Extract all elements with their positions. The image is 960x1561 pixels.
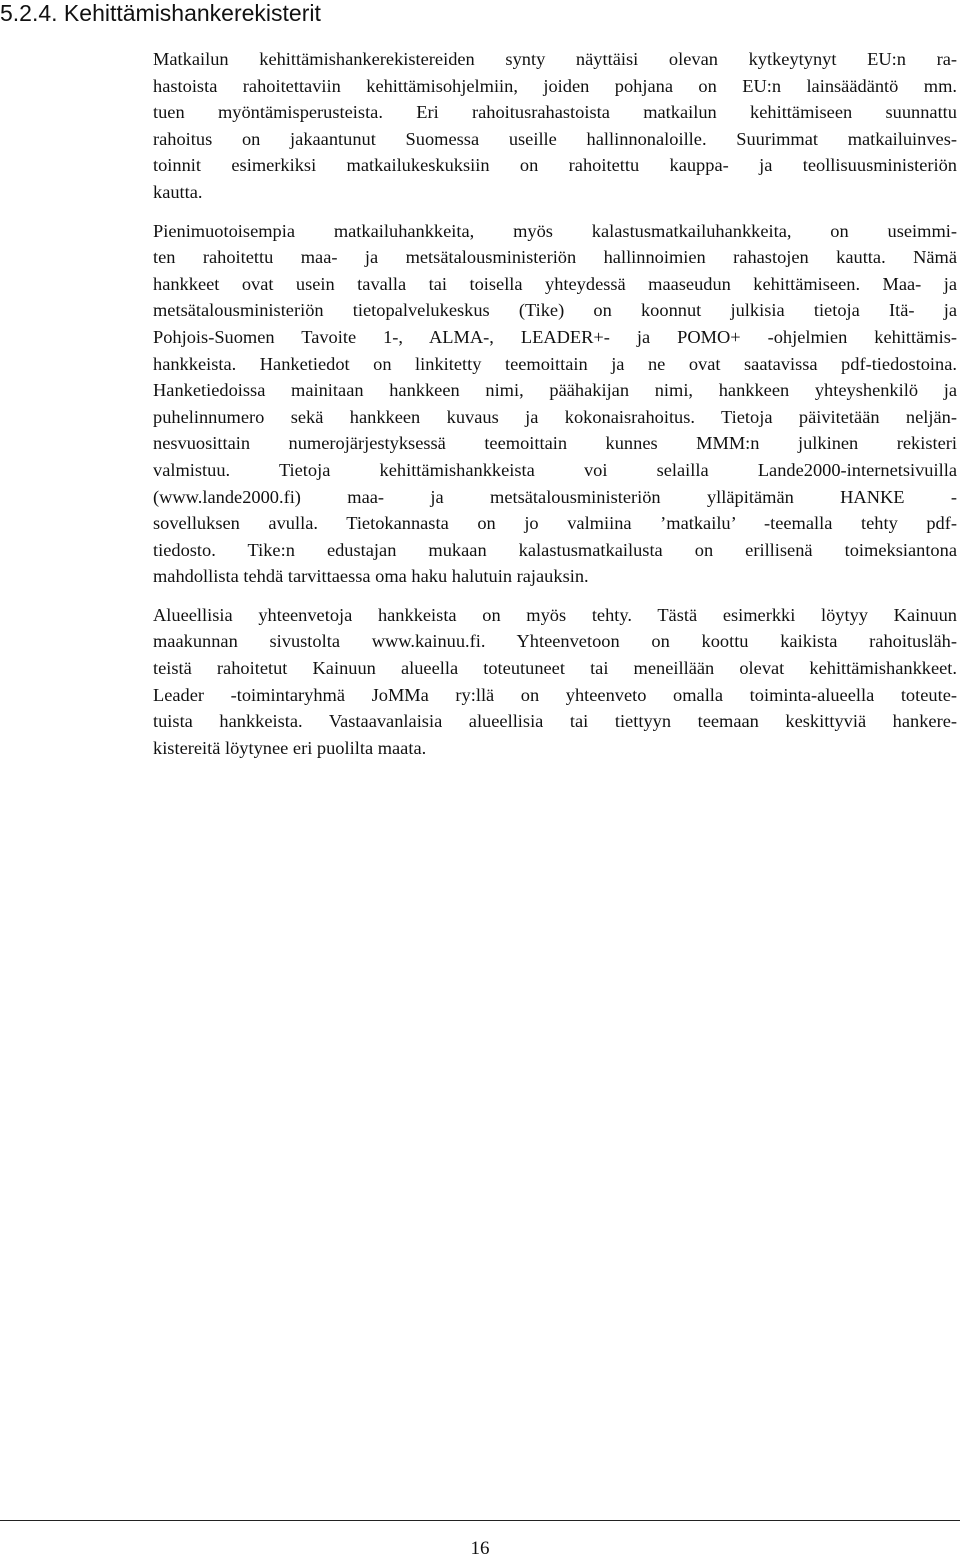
text-line: Alueellisia yhteenvetoja hankkeista on myös tehty. Tästä esimerkki löytyy Kainuun <box>153 604 957 625</box>
section-heading: 5.2.4. Kehittämishankerekisterit <box>0 0 321 26</box>
text-line: valmistuu. Tietoja kehittämishankkeista voi selailla Lande2000-internetsivuilla <box>153 459 957 480</box>
text-line: hankkeista. Hanketiedot on linkitetty teemoittain ja ne ovat saatavissa pdf-tiedostoina. <box>153 353 957 374</box>
paragraph-2 <box>153 218 957 590</box>
text-line: hastoista rahoitettaviin kehittämisohjelmiin, joiden pohjana on EU:n lainsäädäntö mm. <box>153 75 957 96</box>
text-line: Hanketiedoissa mainitaan hankkeen nimi, päähakijan nimi, hankkeen yhteyshenkilö ja <box>153 380 957 401</box>
text-line: (www.lande2000.fi) maa- ja metsätalousministeriön ylläpitämän HANKE - <box>153 486 957 507</box>
text-line: teistä rahoitetut Kainuun alueella toteutuneet tai meneillään olevat kehittämishankkeet. <box>153 658 957 679</box>
text-line: mahdollista tehdä tarvittaessa oma haku halutuin rajauksin. <box>153 566 589 587</box>
paragraph-3 <box>153 602 957 762</box>
text-line: Matkailun kehittämishankerekistereiden synty näyttäisi olevan kytkeytynyt EU:n ra- <box>153 49 957 69</box>
text-line: nesvuosittain numerojärjestyksessä teemoittain kunnes MMM:n julkinen rekisteri <box>153 433 957 454</box>
page-number: 16 <box>470 1538 490 1559</box>
text-line: maakunnan sivustolta www.kainuu.fi. Yhteenvetoon on koottu kaikista rahoitusläh- <box>153 631 957 652</box>
text-line: ten rahoitettu maa- ja metsätalousministeriön hallinnoimien rahastojen kautta. Nämä <box>153 247 957 268</box>
text-line: rahoitus on jakaantunut Suomessa useille hallinnonaloille. Suurimmat matkailuinves- <box>153 128 957 149</box>
text-line: kistereitä löytynee eri puolilta maata. <box>153 737 427 758</box>
paragraph-1 <box>153 46 957 206</box>
body-text <box>153 46 957 773</box>
text-line: toinnit esimerkiksi matkailukeskuksiin on rahoitettu kauppa- ja teollisuusministeriön <box>153 155 957 176</box>
text-line: kautta. <box>153 181 203 202</box>
text-line: hankkeet ovat usein tavalla tai toisella yhteydessä maaseudun kehittämiseen. Maa- ja <box>153 273 957 294</box>
text-line: Pienimuotoisempia matkailuhankkeita, myös kalastusmatkailuhankkeita, on useimmi- <box>153 220 957 241</box>
text-line: sovelluksen avulla. Tietokannasta on jo valmiina ’matkailu’ -teemalla tehty pdf- <box>153 513 957 534</box>
text-line: tuista hankkeista. Vastaavanlaisia alueellisia tai tiettyyn teemaan keskittyviä hankere- <box>153 711 957 732</box>
footer-divider <box>0 1520 960 1521</box>
text-line: tuen myöntämisperusteista. Eri rahoitusrahastoista matkailun kehittämiseen suunnattu <box>153 102 957 123</box>
text-line: tiedosto. Tike:n edustajan mukaan kalastusmatkailusta on erillisenä toimeksiantona <box>153 539 957 560</box>
text-line: puhelinnumero sekä hankkeen kuvaus ja kokonaisrahoitus. Tietoja päivitetään neljän- <box>153 406 957 427</box>
text-line: Pohjois-Suomen Tavoite 1-, ALMA-, LEADER+- ja POMO+ -ohjelmien kehittämis- <box>153 326 957 347</box>
text-line: Leader -toimintaryhmä JoMMa ry:llä on yhteenveto omalla toiminta-alueella toteute- <box>153 684 957 705</box>
text-line: metsätalousministeriön tietopalvelukeskus (Tike) on koonnut julkisia tietoja Itä- ja <box>153 300 957 321</box>
